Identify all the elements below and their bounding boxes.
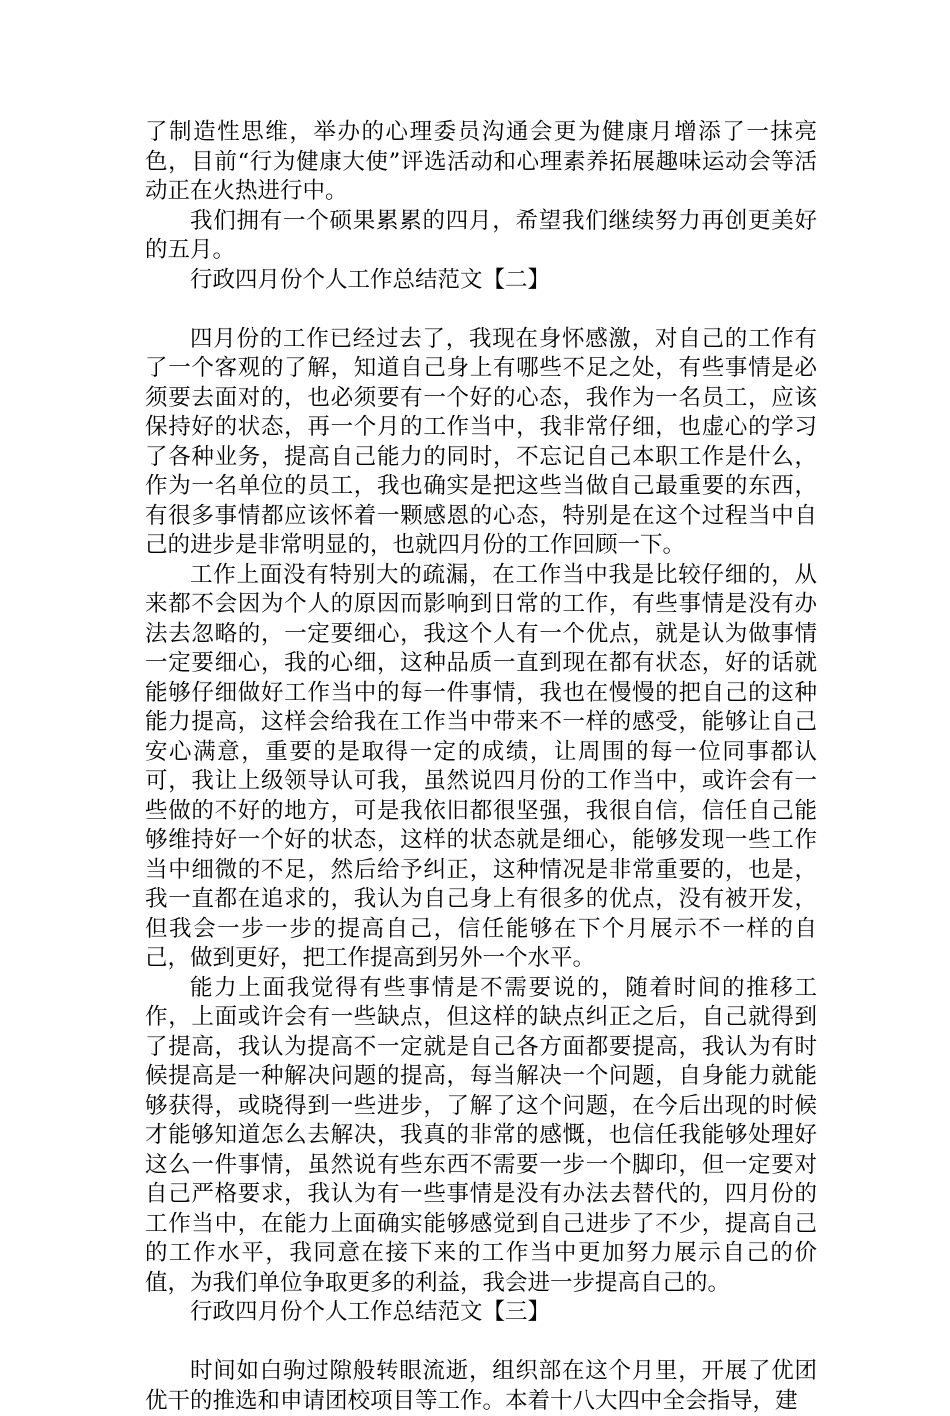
section-2-paragraph-3: 能力上面我觉得有些事情是不需要说的，随着时间的推移工作，上面或许会有一些缺点，但这样的缺点纠正之后，自己就得到了提高，我认为提高不一定就是自己各方面都要提高，我认为有时候提高是一种解决问题的提高，每当解决一个问题，自身能力就能够获得，或晓得到一些进步，了解了这个问题，在今后出现的时候才能够知道怎么去解决，我真的非常的感慨，也信任我能够处理好这么一件事情，虽然说有些东西不需要一步一个脚印，但一定要对自己严格要求，我认为有一些事情是没有办法去替代的，四月份的工作当中，在能力上面确实能够感觉到自己进步了不少，提高自己的工作水平，我同意在接下来的工作当中更加努力展示自己的价值，为我们单位争取更多的利益，我会进一步提高自己的。 [145,974,817,1296]
section-heading-3: 行政四月份个人工作总结范文【三】 [190,1299,551,1325]
section-2-paragraph-2: 工作上面没有特别大的疏漏，在工作当中我是比较仔细的，从来都不会因为个人的原因而影响到日常的工作，有些事情是没有办法去忽略的，一定要细心，我这个人有一个优点，就是认为做事情一定要细心，我的心细，这种品质一直到现在都有状态，好的话就能够仔细做好工作当中的每一件事情，我也在慢慢的把自己的这种能力提高，这样会给我在工作当中带来不一样的感受，能够让自己安心满意，重要的是取得一定的成绩，让周围的每一位同事都认可，我让上级领导认可我，虽然说四月份的工作当中，或许会有一些做的不好的地方，可是我依旧都很坚强，我很自信，信任自己能够维持好一个好的状态，这样的状态就是细心，能够发现一些工作当中细微的不足，然后给予纠正，这种情况是非常重要的，也是，我一直都在追求的，我认为自己身上有很多的优点，没有被开发，但我会一步一步的提高自己，信任能够在下个月展示不一样的自己，做到更好，把工作提高到另外一个水平。 [145,561,817,971]
section-heading-2: 行政四月份个人工作总结范文【二】 [190,266,551,293]
intro-closing-paragraph: 我们拥有一个硕果累累的四月，希望我们继续努力再创更美好的五月。 [145,207,817,263]
section-3-paragraph-1: 时间如白驹过隙般转眼流逝，组织部在这个月里，开展了优团优干的推选和申请团校项目等工作。本着十八大四中全会指导，建 [145,1358,817,1414]
blank-line [145,1328,817,1358]
document-page [145,118,817,1416]
section-2-paragraph-1: 四月份的工作已经过去了，我现在身怀感激，对自己的工作有了一个客观的了解，知道自己身上有哪些不足之处，有些事情是必须要去面对的，也必须要有一个好的心态，我作为一名员工，应该保持好的状态，再一个月的工作当中，我非常仔细，也虚心的学习了各种业务，提高自己能力的同时，不忘记自己本职工作是什么，作为一名单位的员工，我也确实是把这些当做自己最重要的东西，有很多事情都应该怀着一颗感恩的心态，特别是在这个过程当中自己的进步是非常明显的，也就四月份的工作回顾一下。 [145,325,817,558]
blank-line [145,295,817,325]
intro-continuation-paragraph: 了制造性思维，举办的心理委员沟通会更为健康月增添了一抹亮色，目前“行为健康大使”评选活动和心理素养拓展趣味运动会等活动正在火热进行中。 [145,119,817,204]
